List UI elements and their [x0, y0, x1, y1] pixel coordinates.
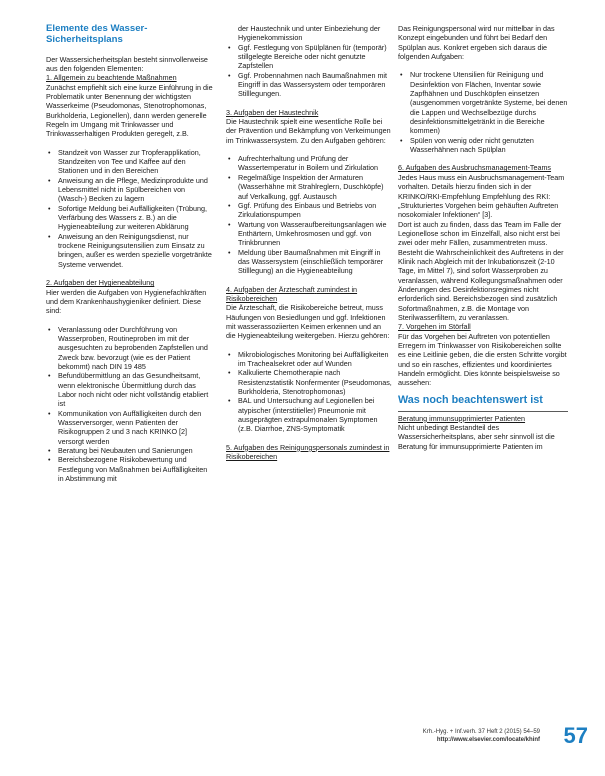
paragraph-cleaning-staff: Das Reinigungspersonal wird nur mittelbar in das Konzept eingebunden und führt bei Bedarf den Spülplan aus. Konkret ergeben sich daraus die folgenden Aufgaben:	[398, 24, 555, 62]
paragraph-incident: Für das Vorgehen bei Auftreten von potentiellen Erregern im Trinkwasser von Risikobereichen sollte es eine Leitlinie geben, die die ersten Schritte vorgibt und so ein rasches, effizientes und koordiniertes Handeln ermöglicht. Dies könnte beispielsweise so aussehen:	[398, 331, 567, 388]
page-number: 57	[563, 723, 588, 748]
subheading-incident: 7. Vorgehen im Störfall	[398, 322, 471, 332]
section-heading-noteworthy: Was noch beachtenswert ist	[398, 393, 543, 406]
subheading-patient-counseling: Beratung immunsupprimierter Patienten	[398, 411, 568, 423]
paragraph-hygiene-department: Hier werden die Aufgaben von Hygienefachkräften und dem Krankenhaushygieniker definiert. Diese sind:	[46, 287, 207, 316]
footer-citation	[423, 728, 540, 744]
list-item: • Anweisung an die Pflege, Medizinprodukte und Lebensmittel nicht in Spülbereichen von (Wasch-) Becken zu lagern	[46, 176, 214, 204]
list-physician-tasks	[226, 350, 392, 434]
list-item: • Kommunikation von Auffälligkeiten durch den Wasserversorger, wenn Patienten der Risikogruppen 2 und 3 nach KRINKO [2] versorgt werden	[46, 409, 214, 446]
paragraph-patient-counseling: Nicht unbedingt Bestandteil des Wassersicherheitsplans, aber sehr sinnvoll ist die Beratung für immunsupprimierte Patienten im	[398, 423, 555, 451]
list-facility-tasks	[226, 154, 392, 275]
journal-citation: Krh.-Hyg. + Inf.verh. 37 Heft 2 (2015) 54–59	[422, 729, 540, 735]
list-item: • BAL und Untersuchung auf Legionellen bei atypischer (interstitieller) Pneumonie mit ausgeprägten extrapulmonalen Symptomen (z.B. Diarrhoe, ZNS-Symptomatik	[226, 396, 392, 433]
column-middle	[226, 24, 392, 461]
journal-url[interactable]: http://www.elsevier.com/locate/khinf	[436, 737, 540, 743]
subheading-physicians	[226, 285, 392, 304]
subheading-physicians-tail: zumindest in Risikobereichen	[226, 284, 358, 303]
list-hygiene-tasks	[46, 325, 214, 484]
paragraph-outbreak-team-2: Dort ist auch zu finden, dass das Team im Falle der Legionellose schon im Einzelfall, also nicht erst bei zwei oder mehr Fällen, zusammentreten muss. Besteht die Wahrscheinlichkeit des Auftretens in der Klinik nach Abgleich mit der Inkubationszeit (2-10 Tage, im Mittel 7), sind sofort Wasserproben zu veranlassen, während Kollegungsmaßnahmen oder Änderungen des Desinfektionsregimes nicht erforderlich sind. Bereichsbezogen sind zusätzlich Sofortmaßnahmen, z.B. die Montage von Sterilwasserfiltern, zu veranlassen.	[398, 219, 564, 322]
column-right	[398, 24, 568, 451]
section-heading: Elemente des Wasser-Sicherheitsplans	[46, 23, 148, 45]
list-item: • Mikrobiologisches Monitoring bei Auffälligkeiten im Trachealsekret oder auf Wunden	[226, 350, 392, 369]
paragraph-facility-management: Die Haustechnik spielt eine wesentliche Rolle bei der Prävention und Bekämpfung von Verkeimungen im Trinkwassersystem. Zu den Aufgaben gehören:	[226, 117, 391, 145]
subheading-facility-management: 3. Aufgaben der Haustechnik	[226, 107, 319, 117]
list-item: • Nur trockene Utensilien für Reinigung und Desinfektion von Flächen, Inventar sowie Zapfhähnen und Duschköpfen einsetzen (ausgenommen vorgetränkte Systeme, bei denen die Lappen und Wechselbezüge durchs desinfektionsmittelgetränkt in die Bereiche kommen)	[398, 70, 568, 135]
list-item: • Sofortige Meldung bei Auffälligkeiten (Trübung, Verfärbung des Wassers z. B.) an die Hygieneabteilung zur weiteren Abklärung	[46, 204, 214, 232]
list-item: • Befundübermittlung an das Gesundheitsamt, wenn elektronische Übermittlung durch das Labor noch nicht oder nicht vollständig etabliert ist	[46, 371, 214, 408]
list-item: • Ggf. Festlegung von Spülplänen für (temporär) stillgelegte Bereiche oder nicht genutzte Zapfstellen	[226, 43, 392, 71]
intro-text: Der Wassersicherheitsplan besteht sinnvollerweise aus den folgenden Elementen:	[46, 54, 208, 73]
list-item: • Anweisung an den Reinigungsdienst, nur trockene Reinigungsutensilien zum Einsatz zu bringen, außer es werden spezielle vorgetränkte Systeme verwendet.	[46, 232, 214, 269]
list-item: • Kalkulierte Chemotherapie nach Resistenzstatistik Nonfermenter (Pseudomonas, Burkholderia, Stenotrophomonas)	[226, 368, 392, 396]
subheading-general-measures: 1. Allgemein zu beachtende Maßnahmen	[46, 73, 177, 83]
list-item: • Regelmäßige Inspektion der Armaturen (Wasserhähne mit Strahlreglern, Duschköpfe) auf Verkalkung, ggf. Austausch	[226, 173, 392, 201]
subheading-hygiene-department: 2. Aufgaben der Hygieneabteilung	[46, 278, 155, 288]
continued-text: der Haustechnik und unter Einbeziehung der Hygienekommission	[238, 24, 381, 43]
paragraph-outbreak-team: Jedes Haus muss ein Ausbruchsmanagement-Team vorhalten. Details hierzu finden sich in der KRINKO/RKI-Empfehlung Empfehlung des RKI: „Strukturiertes Vorgehen beim gehäuften Auftreten nosokomialer Infektionen“ [3].	[398, 172, 565, 220]
subheading-cleaning-staff: 5. Aufgaben des Reinigungspersonals zumindest in Risikobereichen	[226, 442, 390, 462]
list-item: • Meldung über Baumaßnahmen mit Eingriff in das Wassersystem (einschließlich temporärer Stilllegung) an die Hygieneabteilung	[226, 248, 392, 276]
column-left	[46, 24, 214, 483]
list-item: • Ggf. Prüfung des Einbaus und Betriebs von Zirkulationspumpen	[226, 201, 392, 220]
page-footer	[370, 723, 600, 753]
subheading-physicians-title: 4. Aufgaben der Ärzteschaft	[226, 284, 315, 294]
list-hygiene-tasks-cont	[226, 43, 392, 99]
list-item: • Ggf. Probennahmen nach Baumaßnahmen mit Eingriff in das Wassersystem oder temporären Stilllegungen.	[226, 71, 392, 99]
list-general-measures	[46, 148, 214, 269]
list-item: • Standzeit von Wasser zur Tropferapplikation, Standzeiten von Tee und Kaffee auf den Stationen und in den Bereichen	[46, 148, 214, 176]
list-item: • Veranlassung oder Durchführung von Wasserproben, Routineproben im mit der ausgesuchten zu beprobenden Zapfstellen und Zweck bzw. bevorzugt (wie es der Patient bekommt) nach DIN 19 485	[46, 325, 214, 372]
list-item: • Aufrechterhaltung und Prüfung der Wassertemperatur in Boilern und Zirkulation	[226, 154, 392, 173]
list-cleaning-tasks	[398, 70, 568, 154]
list-item: • Bereichsbezogene Risikobewertung und Festlegung von Maßnahmen bei Auffälligkeiten in Abstimmung mit	[46, 455, 214, 483]
paragraph-physicians: Die Ärzteschaft, die Risikobereiche betreut, muss Häufungen von Besiedlungen und ggf. Infektionen mit wasserassoziierten Keimen erkennen und an die Hygieneabteilung weitergeben. Hierzu gehören:	[226, 303, 390, 341]
list-item: • Spülen von wenig oder nicht genutzten Wasserhähnen nach Spülplan	[398, 136, 568, 155]
list-item: • Wartung von Wasseraufbereitungsanlagen wie Enthärtern, Umkehrosmosen und ggf. von Trinkbrunnen	[226, 220, 392, 248]
list-item: • Beratung bei Neubauten und Sanierungen	[46, 446, 214, 455]
paragraph-general-measures: Zunächst empfiehlt sich eine kurze Einführung in die Problematik unter Benennung der wichtigsten Wasserkeime (Pseudomonas, Stenotrophomonas, Burkholderia, Legionellen), dann werden generelle Regeln im Umgang mit Trinkwasser und Trinkwasserhaltigen Produkten geregelt, z.B.	[46, 82, 213, 139]
subheading-outbreak-team: 6. Aufgaben des Ausbruchsmanagement-Teams	[398, 163, 552, 173]
